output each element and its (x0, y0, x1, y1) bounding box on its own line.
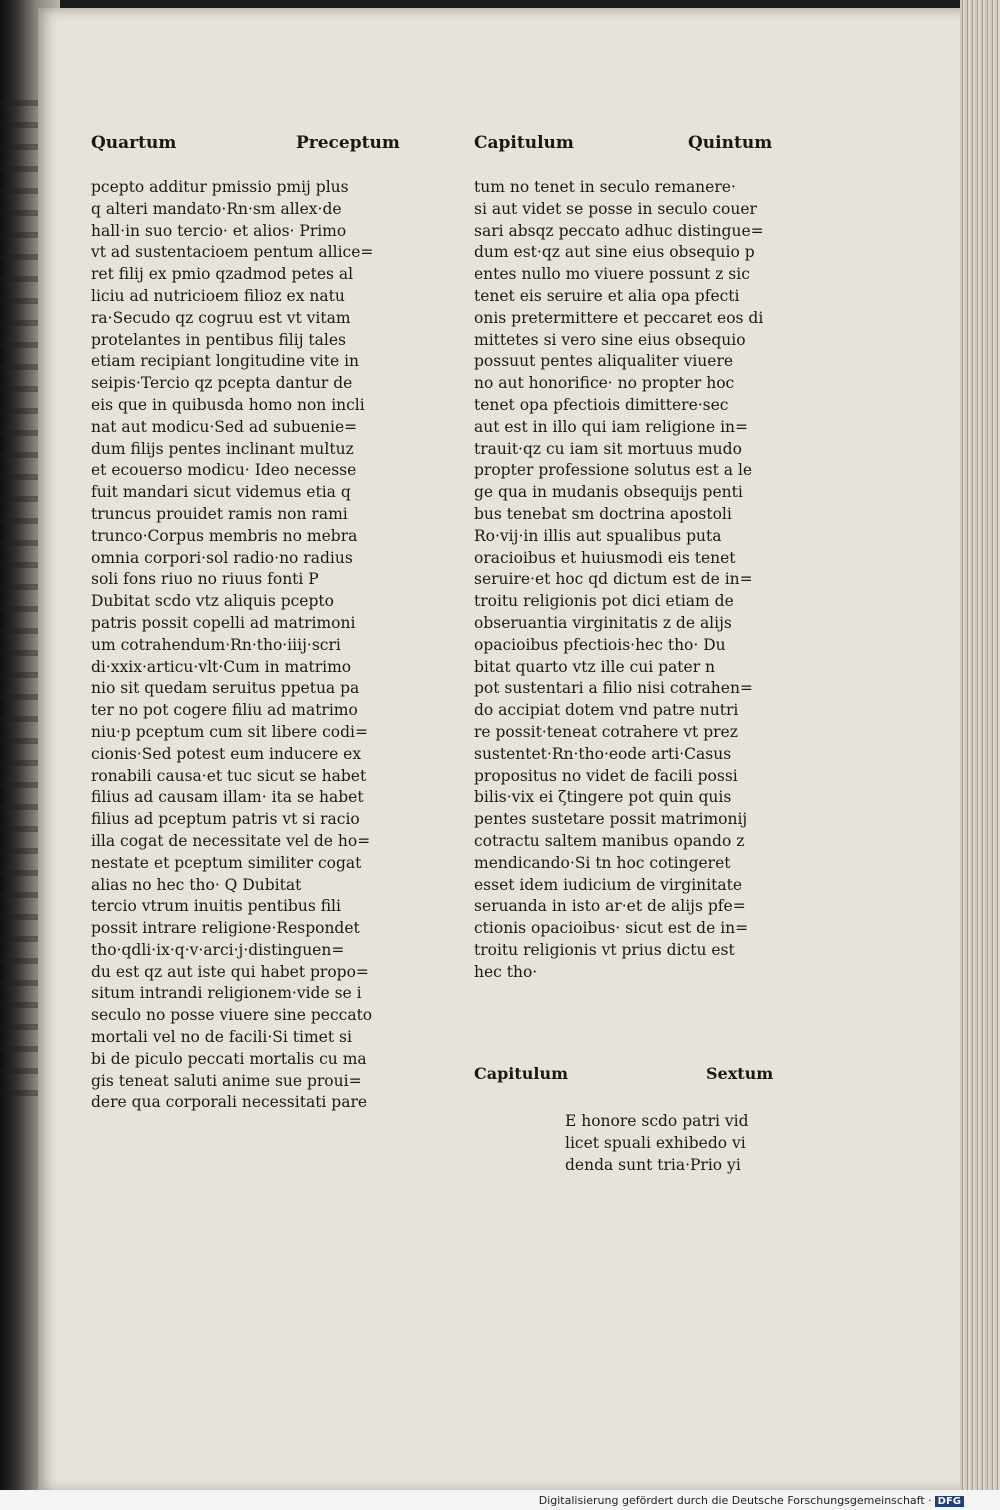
text-line: denda sunt tria·Prio yi (565, 1156, 741, 1174)
text-line: bi de piculo peccati mortalis cu ma (91, 1049, 367, 1068)
previous-page-text-shadow (0, 100, 40, 1100)
running-head-left: Quartum (91, 133, 177, 153)
section-text-block (565, 1110, 795, 1176)
text-line: ronabili causa·et tuc sicut se habet (91, 766, 367, 785)
text-line: tho·qdli·ix·q·v·arci·j·distinguen= (91, 940, 345, 959)
text-line: ret filij ex pmio qzadmod petes al (91, 265, 354, 284)
text-line: tenet eis seruire et alia opa pfecti (474, 286, 740, 305)
text-line: propositus no videt de facili possi (474, 766, 738, 785)
text-line: propter professione solutus est a le (474, 461, 753, 480)
text-line: mendicando·Si tn hoc cotingeret (474, 853, 731, 872)
text-line: mittetes si vero sine eius obsequio (474, 330, 746, 349)
running-head-left-title: Preceptum (296, 133, 400, 153)
text-line: niu·p pceptum cum sit libere codi= (91, 722, 368, 741)
right-text-column (474, 177, 790, 983)
text-line: re possit·teneat cotrahere vt prez (474, 722, 738, 741)
text-line: no aut honorifice· no propter hoc (474, 374, 735, 393)
text-line: protelantes in pentibus filij tales (91, 330, 346, 349)
text-line: nio sit quedam seruitus ppetua pa (91, 679, 360, 698)
text-line: eis que in quibusda homo non incli (91, 395, 365, 414)
text-line: situm intrandi religionem·vide se i (91, 984, 362, 1003)
text-line: vt ad sustentacioem pentum allice= (91, 243, 374, 262)
text-line: fuit mandari sicut videmus etia q (91, 483, 351, 502)
text-line: nestate et pceptum similiter cogat (91, 853, 362, 872)
text-line: etiam recipiant longitudine vite in (91, 352, 360, 371)
text-line: troitu religionis pot dici etiam de (474, 592, 734, 611)
digitization-footer (539, 1494, 964, 1507)
text-line: obseruantia virginitatis z de alijs (474, 613, 732, 632)
text-line: possit intrare religione·Respondet (91, 919, 360, 938)
text-line: opacioibus pfectiois·hec tho· Du (474, 635, 726, 654)
text-line: do accipiat dotem vnd patre nutri (474, 701, 739, 720)
text-line: di·xxix·articu·vlt·Cum in matrimo (91, 657, 352, 676)
text-line: hall·in suo tercio· et alios· Primo (91, 221, 347, 240)
text-line: seipis·Tercio qz pcepta dantur de (91, 374, 353, 393)
text-line: omnia corpori·sol radio·no radius (91, 548, 353, 567)
text-line: dum filijs pentes inclinant multuz (91, 439, 354, 458)
text-line: ra·Secudo qz cogruu est vt vitam (91, 308, 351, 327)
text-line: ctionis opacioibus· sicut est de in= (474, 919, 749, 938)
text-line: troitu religionis vt prius dictu est (474, 940, 735, 959)
text-line: pot sustentari a filio nisi cotrahen= (474, 679, 753, 698)
text-line: et ecouerso modicu· Ideo necesse (91, 461, 357, 480)
text-line: pcepto additur pmissio pmij plus (91, 178, 349, 196)
text-line: seruire·et hoc qd dictum est de in= (474, 570, 753, 589)
text-line: hec tho· (474, 962, 538, 981)
text-line: um cotrahendum·Rn·tho·iiij·scri (91, 635, 341, 654)
text-line: tum no tenet in seculo remanere· (474, 178, 736, 196)
text-line: illa cogat de necessitate vel de ho= (91, 831, 371, 850)
page-edges-stack (960, 0, 1000, 1495)
text-line: aut est in illo qui iam religione in= (474, 417, 748, 436)
text-line: gis teneat saluti anime sue proui= (91, 1071, 362, 1090)
text-line: dere qua corporali necessitati pare (91, 1093, 368, 1112)
text-line: bitat quarto vtz ille cui pater n (474, 657, 716, 676)
text-line: liciu ad nutricioem filioz ex natu (91, 286, 345, 305)
text-line: mortali vel no de facili·Si timet si (91, 1028, 352, 1047)
text-line: cionis·Sed potest eum inducere ex (91, 744, 362, 763)
text-line: ge qua in mudanis obsequijs penti (474, 483, 743, 502)
text-line: sari absqz peccato adhuc distingue= (474, 221, 764, 240)
text-line: trunco·Corpus membris no mebra (91, 526, 358, 545)
text-line: possuut pentes aliqualiter viuere (474, 352, 734, 371)
text-line: tercio vtrum inuitis pentibus fili (91, 897, 341, 916)
text-line: licet spuali exhibedo vi (565, 1134, 746, 1152)
text-line: filius ad pceptum patris vt si racio (91, 810, 360, 829)
text-line: sustentet·Rn·tho·eode arti·Casus (474, 744, 732, 763)
text-line: Ro·vij·in illis aut spualibus puta (474, 526, 722, 545)
text-line: E honore scdo patri vid (565, 1112, 749, 1130)
running-head-right: Capitulum (474, 133, 574, 153)
text-line: cotractu saltem manibus opando z (474, 831, 745, 850)
text-line: alias no hec tho· Q Dubitat (91, 875, 302, 894)
text-line: truncus prouidet ramis non rami (91, 504, 348, 523)
text-line: esset idem iudicium de virginitate (474, 875, 742, 894)
text-line: du est qz aut iste qui habet propo= (91, 962, 369, 981)
text-line: patris possit copelli ad matrimoni (91, 613, 356, 632)
section-heading-right: Sextum (706, 1064, 774, 1083)
text-line: nat aut modicu·Sed ad subuenie= (91, 417, 358, 436)
text-line: bilis·vix ei ζtingere pot quin quis (474, 788, 732, 807)
text-line: trauit·qz cu iam sit mortuus mudo (474, 439, 742, 458)
text-line: entes nullo mo viuere possunt z sic (474, 265, 750, 284)
text-line: dum est·qz aut sine eius obsequio p (474, 243, 755, 262)
text-line: seruanda in isto ar·et de alijs pfe= (474, 897, 746, 916)
footer-text: Digitalisierung gefördert durch die Deutsche Forschungsgemeinschaft · (538, 1494, 932, 1507)
text-line: Dubitat scdo vtz aliquis pcepto (91, 592, 334, 611)
text-line: seculo no posse viuere sine peccato (91, 1006, 373, 1025)
text-line: soli fons riuo no riuus fonti P (91, 570, 319, 589)
text-line: filius ad causam illam· ita se habet (91, 788, 364, 807)
text-line: ter no pot cogere filiu ad matrimo (91, 701, 358, 720)
text-line: si aut videt se posse in seculo couer (474, 199, 757, 218)
section-heading-left: Capitulum (474, 1064, 569, 1083)
text-line: bus tenebat sm doctrina apostoli (474, 504, 732, 523)
text-line: q alteri mandato·Rn·sm allex·de (91, 199, 342, 218)
initial-letter-space (478, 1108, 558, 1178)
running-head-right-title: Quintum (688, 133, 773, 153)
dfg-logo-badge: DFG (935, 1496, 964, 1507)
text-line: oracioibus et huiusmodi eis tenet (474, 548, 736, 567)
text-line: onis pretermittere et peccaret eos di (474, 308, 764, 327)
left-text-column (91, 177, 407, 1114)
text-line: pentes sustetare possit matrimonij (474, 810, 748, 829)
text-line: tenet opa pfectiois dimittere·sec (474, 395, 729, 414)
